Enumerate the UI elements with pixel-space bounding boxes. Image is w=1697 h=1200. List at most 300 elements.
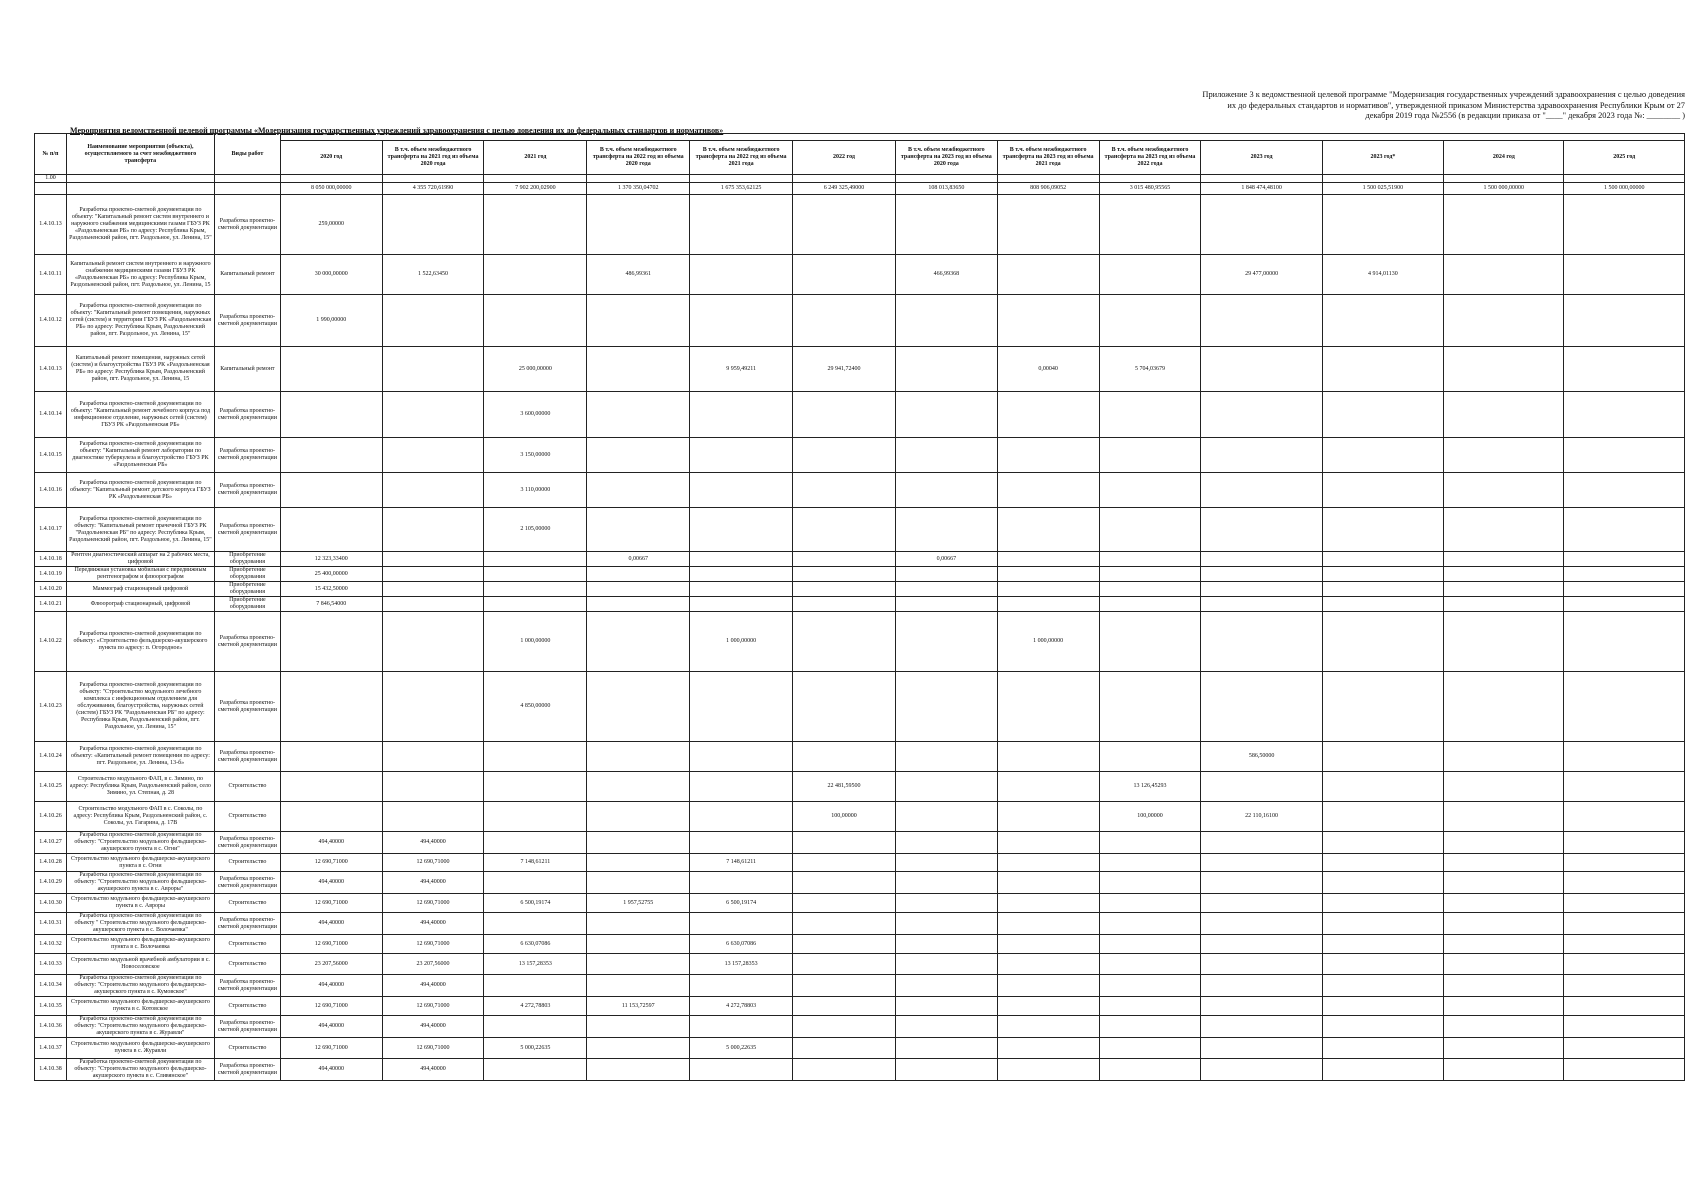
row-event-name: Разработка проектно-сметной документации по объекту: «Строительство фельдшерско-акушерского пункта по адресу: п. Огородное» [66, 612, 214, 672]
row-value-cell [587, 975, 690, 997]
row-value-cell: 12 690,71000 [382, 854, 484, 872]
row-value-cell [895, 854, 997, 872]
row-value-cell [1564, 552, 1685, 567]
row-value-cell [1201, 552, 1322, 567]
table-top-gap [35, 134, 1685, 141]
row-value-cell [1322, 1038, 1443, 1059]
row-value-cell [895, 772, 997, 802]
row-number: 1.4.10.33 [35, 954, 67, 975]
row-value-cell [690, 1016, 793, 1038]
row-value-cell: 1 000,00000 [690, 612, 793, 672]
row-value-cell [997, 473, 1099, 508]
row-value-cell: 23 207,56000 [382, 954, 484, 975]
row-value-cell [1564, 954, 1685, 975]
total-value: 1 500 000,00000 [1564, 183, 1685, 195]
row-value-cell [895, 832, 997, 854]
row-value-cell [587, 802, 690, 832]
row-event-name: Разработка проектно-сметной документации по объекту: "Строительство модульного фельдшерско-акушерского пункта в с. Авроры" [66, 872, 214, 894]
row-value-cell: 3 150,00000 [484, 438, 587, 473]
row-value-cell [1201, 612, 1322, 672]
table-row [35, 802, 1685, 832]
row-value-cell [1322, 508, 1443, 552]
row-value-cell [1444, 582, 1564, 597]
row-value-cell [997, 597, 1099, 612]
table-row [35, 597, 1685, 612]
row-value-cell [997, 672, 1099, 742]
row-work-type: Разработка проектно-сметной документации [214, 438, 280, 473]
row-value-cell [690, 597, 793, 612]
row-value-cell: 494,40000 [382, 975, 484, 997]
table-row [35, 935, 1685, 954]
row-value-cell: 494,40000 [280, 1016, 382, 1038]
row-value-cell [587, 772, 690, 802]
row-value-cell: 1 000,00000 [484, 612, 587, 672]
row-number: 1.4.10.18 [35, 552, 67, 567]
row-work-type: Приобретение оборудования [214, 567, 280, 582]
table-row [35, 894, 1685, 913]
row-value-cell [690, 567, 793, 582]
row-value-cell [1099, 997, 1201, 1016]
row-value-cell [484, 255, 587, 295]
row-value-cell [1099, 975, 1201, 997]
row-value-cell [997, 1059, 1099, 1081]
row-value-cell [1201, 935, 1322, 954]
row-value-cell [895, 582, 997, 597]
row-value-cell: 7 846,54000 [280, 597, 382, 612]
row-value-cell: 12 690,71000 [280, 935, 382, 954]
row-value-cell [1201, 872, 1322, 894]
row-work-type: Разработка проектно-сметной документации [214, 975, 280, 997]
row-work-type: Разработка проектно-сметной документации [214, 473, 280, 508]
header-note [1100, 90, 1685, 122]
row-value-cell [587, 473, 690, 508]
table-row [35, 567, 1685, 582]
row-work-type: Разработка проектно-сметной документации [214, 392, 280, 438]
row-number: 1.4.10.16 [35, 473, 67, 508]
row-number: 1.4.10.25 [35, 772, 67, 802]
row-value-cell [1444, 802, 1564, 832]
table-row [35, 612, 1685, 672]
row-work-type: Строительство [214, 854, 280, 872]
row-value-cell [1201, 975, 1322, 997]
row-value-cell: 2 105,00000 [484, 508, 587, 552]
total-value: 1 500 000,00000 [1444, 183, 1564, 195]
row-value-cell: 4 914,01130 [1322, 255, 1443, 295]
row-value-cell [484, 295, 587, 347]
row-value-cell: 4 850,00000 [484, 672, 587, 742]
row-value-cell [484, 597, 587, 612]
row-value-cell [997, 935, 1099, 954]
row-value-cell [280, 473, 382, 508]
row-value-cell [280, 612, 382, 672]
row-value-cell: 13 126,45293 [1099, 772, 1201, 802]
row-value-cell [1564, 582, 1685, 597]
row-value-cell [587, 582, 690, 597]
row-value-cell: 100,00000 [793, 802, 896, 832]
row-value-cell [1099, 954, 1201, 975]
row-value-cell [1322, 582, 1443, 597]
row-value-cell [382, 802, 484, 832]
row-value-cell [1444, 1016, 1564, 1038]
row-value-cell [587, 612, 690, 672]
row-number: 1.4.10.13 [35, 195, 67, 255]
row-value-cell [1201, 1016, 1322, 1038]
row-value-cell [997, 1038, 1099, 1059]
row-value-cell [587, 742, 690, 772]
row-value-cell [1444, 438, 1564, 473]
row-value-cell [1322, 392, 1443, 438]
row-value-cell [895, 802, 997, 832]
table-row [35, 508, 1685, 552]
row-value-cell: 12 690,71000 [382, 1038, 484, 1059]
row-value-cell [1099, 742, 1201, 772]
row-value-cell [1322, 612, 1443, 672]
row-value-cell [1444, 567, 1564, 582]
row-value-cell [997, 508, 1099, 552]
row-value-cell [587, 347, 690, 392]
row-value-cell: 1 957,52755 [587, 894, 690, 913]
row-number: 1.4.10.38 [35, 1059, 67, 1081]
row-number: 1.4.10.32 [35, 935, 67, 954]
row-value-cell [997, 567, 1099, 582]
row-value-cell [382, 597, 484, 612]
row-value-cell [793, 854, 896, 872]
row-number: 1.4.10.26 [35, 802, 67, 832]
row-value-cell [1322, 997, 1443, 1016]
row-value-cell: 13 157,28353 [484, 954, 587, 975]
row-number: 1.4.10.23 [35, 672, 67, 742]
totals-row [35, 183, 1685, 195]
row-value-cell: 486,99361 [587, 255, 690, 295]
row-value-cell [1444, 473, 1564, 508]
col-header-work: Виды работ [214, 134, 280, 175]
table-row [35, 872, 1685, 894]
row-value-cell: 494,40000 [382, 913, 484, 935]
row-value-cell [793, 975, 896, 997]
row-work-type: Приобретение оборудования [214, 582, 280, 597]
row-value-cell [1322, 195, 1443, 255]
col-header-2022: 2022 год [793, 141, 896, 175]
row-value-cell [280, 508, 382, 552]
row-value-cell [690, 582, 793, 597]
row-value-cell [1201, 954, 1322, 975]
row-value-cell [1099, 1038, 1201, 1059]
row-value-cell [280, 438, 382, 473]
row-value-cell [1444, 255, 1564, 295]
col-header-2023-star: 2023 год* [1322, 141, 1443, 175]
row-event-name: Строительство модульной врачебной амбулатории в с. Новоселовское [66, 954, 214, 975]
row-value-cell [793, 872, 896, 894]
row-value-cell [793, 597, 896, 612]
row-value-cell: 12 690,71000 [280, 894, 382, 913]
row-value-cell [382, 392, 484, 438]
row-value-cell: 6 500,19174 [484, 894, 587, 913]
row-value-cell [690, 508, 793, 552]
row-value-cell: 494,40000 [382, 872, 484, 894]
row-value-cell: 23 207,56000 [280, 954, 382, 975]
col-header-2020: 2020 год [280, 141, 382, 175]
col-header-name: Наименование мероприятия (объекта), осуществляемого за счет межбюджетного трансферта [66, 134, 214, 175]
row-value-cell [484, 975, 587, 997]
row-value-cell [895, 997, 997, 1016]
table-header-row [35, 141, 1685, 175]
program-table [34, 133, 1685, 1081]
table-row [35, 582, 1685, 597]
row-value-cell [997, 894, 1099, 913]
row-value-cell: 1 000,00000 [997, 612, 1099, 672]
total-value: 6 249 325,49000 [793, 183, 896, 195]
row-value-cell [997, 772, 1099, 802]
row-value-cell [1201, 1059, 1322, 1081]
row-value-cell [1099, 508, 1201, 552]
row-value-cell [1099, 392, 1201, 438]
row-value-cell [1564, 1059, 1685, 1081]
row-work-type: Приобретение оборудования [214, 597, 280, 612]
row-value-cell [895, 894, 997, 913]
row-value-cell: 29 941,72400 [793, 347, 896, 392]
col-header-2025: 2025 год [1564, 141, 1685, 175]
row-event-name: Разработка проектно-сметной документации по объекту: «Капитальный ремонт помещения по адресу: пгт. Раздольное, ул. Ленина, 13-б» [66, 742, 214, 772]
row-value-cell [1322, 772, 1443, 802]
row-value-cell [1201, 508, 1322, 552]
row-value-cell: 4 272,78803 [484, 997, 587, 1016]
row-value-cell [587, 672, 690, 742]
row-value-cell [1322, 295, 1443, 347]
row-value-cell: 5 000,22635 [690, 1038, 793, 1059]
row-value-cell [587, 854, 690, 872]
row-value-cell: 494,40000 [382, 832, 484, 854]
row-value-cell: 6 500,19174 [690, 894, 793, 913]
row-value-cell: 466,99368 [895, 255, 997, 295]
row-work-type: Строительство [214, 935, 280, 954]
row-value-cell [1444, 954, 1564, 975]
row-value-cell [895, 935, 997, 954]
row-value-cell [1564, 597, 1685, 612]
header-gap-cell [280, 134, 1684, 141]
row-value-cell [1322, 473, 1443, 508]
row-value-cell [997, 392, 1099, 438]
row-value-cell [1564, 392, 1685, 438]
row-value-cell [1444, 195, 1564, 255]
row-event-name: Разработка проектно-сметной документации по объекту: "Строительство модульного фельдшерско-акушерского пункта в с. Кумовское" [66, 975, 214, 997]
row-value-cell [1099, 582, 1201, 597]
row-work-type: Капитальный ремонт [214, 255, 280, 295]
row-value-cell: 494,40000 [382, 1016, 484, 1038]
row-value-cell [382, 742, 484, 772]
row-work-type: Приобретение оборудования [214, 552, 280, 567]
row-work-type: Разработка проектно-сметной документации [214, 832, 280, 854]
table-row [35, 742, 1685, 772]
row-value-cell [382, 672, 484, 742]
row-event-name: Строительство модульного фельдшерско-акушерского пункта в с. Волочаевка [66, 935, 214, 954]
row-value-cell [895, 597, 997, 612]
table-row [35, 975, 1685, 997]
row-value-cell [1099, 894, 1201, 913]
row-value-cell [382, 567, 484, 582]
row-work-type: Разработка проектно-сметной документации [214, 1016, 280, 1038]
row-value-cell [793, 1038, 896, 1059]
row-value-cell [1201, 195, 1322, 255]
row-work-type: Разработка проектно-сметной документации [214, 872, 280, 894]
row-value-cell: 29 477,00000 [1201, 255, 1322, 295]
row-value-cell: 6 630,07086 [690, 935, 793, 954]
row-value-cell: 1 990,00000 [280, 295, 382, 347]
row-value-cell [1099, 567, 1201, 582]
row-value-cell: 5 704,03679 [1099, 347, 1201, 392]
row-value-cell: 15 432,50000 [280, 582, 382, 597]
row-value-cell [1444, 935, 1564, 954]
row-value-cell [895, 392, 997, 438]
row-value-cell [382, 473, 484, 508]
row-value-cell: 5 000,22635 [484, 1038, 587, 1059]
row-value-cell [793, 742, 896, 772]
row-event-name: Разработка проектно-сметной документации по объекту: "Капитальный ремонт помещения, наружных сетей (систем) и территории ГБУЗ РК «Раздольненская РБ» по адресу: Республика Крым, Раздольненский район, пгт. Раздольное, ул. Ленина, 15" [66, 295, 214, 347]
row-value-cell [690, 975, 793, 997]
row-value-cell: 13 157,28353 [690, 954, 793, 975]
row-work-type: Разработка проектно-сметной документации [214, 295, 280, 347]
table-row [35, 255, 1685, 295]
row-value-cell [997, 742, 1099, 772]
row-value-cell [1322, 1059, 1443, 1081]
row-value-cell [1322, 954, 1443, 975]
row-value-cell [1322, 552, 1443, 567]
row-work-type: Разработка проектно-сметной документации [214, 1059, 280, 1081]
row-number: 1.4.10.12 [35, 295, 67, 347]
row-work-type: Разработка проектно-сметной документации [214, 742, 280, 772]
row-value-cell [895, 913, 997, 935]
row-value-cell [1564, 508, 1685, 552]
row-work-type: Строительство [214, 954, 280, 975]
row-value-cell [793, 255, 896, 295]
row-value-cell [1564, 872, 1685, 894]
row-value-cell: 494,40000 [280, 975, 382, 997]
row-value-cell [895, 295, 997, 347]
row-value-cell [1444, 552, 1564, 567]
row-value-cell [382, 552, 484, 567]
row-value-cell [587, 954, 690, 975]
row-work-type: Разработка проектно-сметной документации [214, 508, 280, 552]
row-value-cell: 4 272,78803 [690, 997, 793, 1016]
row-value-cell [1201, 832, 1322, 854]
row-value-cell [690, 552, 793, 567]
row-value-cell [587, 597, 690, 612]
row-event-name: Разработка проектно-сметной документации по объекту: "Капитальный ремонт детского корпуса ГБУЗ РК «Раздольненская РБ» [66, 473, 214, 508]
row-value-cell [280, 347, 382, 392]
table-row [35, 1059, 1685, 1081]
row-number: 1.4.10.35 [35, 997, 67, 1016]
row-value-cell [1099, 913, 1201, 935]
row-value-cell [1099, 1059, 1201, 1081]
row-value-cell [1099, 1016, 1201, 1038]
row-value-cell: 30 000,00000 [280, 255, 382, 295]
row-value-cell [793, 508, 896, 552]
row-value-cell: 586,50000 [1201, 742, 1322, 772]
row-value-cell: 494,40000 [280, 872, 382, 894]
total-value: 4 355 720,61990 [382, 183, 484, 195]
row-value-cell [1444, 772, 1564, 802]
row-value-cell [1099, 832, 1201, 854]
row-value-cell [895, 195, 997, 255]
col-header-2023-from-2020: В т.ч. объем межбюджетного трансферта на 2023 год из объема 2020 года [895, 141, 997, 175]
row-value-cell [793, 195, 896, 255]
row-number: 1.4.10.37 [35, 1038, 67, 1059]
row-work-type: Разработка проектно-сметной документации [214, 672, 280, 742]
row-value-cell [1201, 347, 1322, 392]
row-value-cell [690, 672, 793, 742]
row-event-name: Разработка проектно-сметной документации по объекту: "Строительство модульного лечебного комплекса с инфекционным отделением для обслуживания, благоустройства, наружных сетей (систем) ГБУЗ РК "Раздольненская РБ" по адресу: Республика Крым, Раздольненский район, пгт. Раздольное, ул. Ленина, 15" [66, 672, 214, 742]
row-value-cell [1444, 872, 1564, 894]
row-value-cell [997, 195, 1099, 255]
col-header-2022-from-2020: В т.ч. объем межбюджетного трансферта на 2022 год из объема 2020 года [587, 141, 690, 175]
table-row [35, 552, 1685, 567]
row-value-cell [1564, 612, 1685, 672]
row-value-cell [1322, 832, 1443, 854]
row-value-cell [690, 473, 793, 508]
row-value-cell [793, 1059, 896, 1081]
row-value-cell [1322, 854, 1443, 872]
row-event-name: Разработка проектно-сметной документации по объекту: "Строительство модульного фельдшерско-акушерского пункта в с. Сливянское" [66, 1059, 214, 1081]
row-value-cell: 0,00667 [587, 552, 690, 567]
table-row [35, 1016, 1685, 1038]
row-value-cell [1099, 854, 1201, 872]
row-value-cell [997, 854, 1099, 872]
row-work-type: Капитальный ремонт [214, 347, 280, 392]
row-value-cell [997, 975, 1099, 997]
row-value-cell [1444, 997, 1564, 1016]
row-value-cell [895, 612, 997, 672]
row-value-cell [895, 473, 997, 508]
total-value: 108 013,83650 [895, 183, 997, 195]
row-value-cell [1564, 473, 1685, 508]
row-value-cell [1099, 195, 1201, 255]
row-value-cell: 0,00040 [997, 347, 1099, 392]
row-number: 1.4.10.21 [35, 597, 67, 612]
row-work-type: Строительство [214, 894, 280, 913]
row-value-cell [382, 612, 484, 672]
row-value-cell [895, 975, 997, 997]
row-value-cell [484, 832, 587, 854]
row-value-cell [1444, 913, 1564, 935]
row-value-cell [484, 742, 587, 772]
row-value-cell [1444, 1059, 1564, 1081]
total-value: 8 050 000,00000 [280, 183, 382, 195]
row-value-cell [793, 552, 896, 567]
row-value-cell [1564, 347, 1685, 392]
row-number: 1.4.10.31 [35, 913, 67, 935]
row-value-cell: 9 959,49211 [690, 347, 793, 392]
row-value-cell [1201, 392, 1322, 438]
row-value-cell: 12 690,71000 [382, 935, 484, 954]
row-value-cell [690, 392, 793, 438]
row-number: 1.4.10.28 [35, 854, 67, 872]
row-value-cell [1564, 438, 1685, 473]
row-value-cell: 3 110,00000 [484, 473, 587, 508]
row-value-cell [690, 255, 793, 295]
row-value-cell: 12 690,71000 [280, 1038, 382, 1059]
row-value-cell [1322, 802, 1443, 832]
row-event-name: Передвижная установка мобильная с передвижным рентгенографом и флюорографом [66, 567, 214, 582]
row-value-cell [587, 1059, 690, 1081]
row-value-cell [793, 1016, 896, 1038]
row-value-cell [484, 195, 587, 255]
row-value-cell [895, 567, 997, 582]
row-event-name: Капитальный ремонт помещения, наружных сетей (систем) и благоустройства ГБУЗ РК «Раздольненская РБ» по адресу: Республика Крым, Раздольненский район, пгт. Раздольное, ул. Ленина, 15 [66, 347, 214, 392]
row-number: 1.4.10.22 [35, 612, 67, 672]
row-number: 1.4.10.30 [35, 894, 67, 913]
col-header-2022-from-2021: В т.ч. объем межбюджетного трансферта на 2022 год из объема 2021 года [690, 141, 793, 175]
row-value-cell [793, 954, 896, 975]
row-work-type: Строительство [214, 802, 280, 832]
